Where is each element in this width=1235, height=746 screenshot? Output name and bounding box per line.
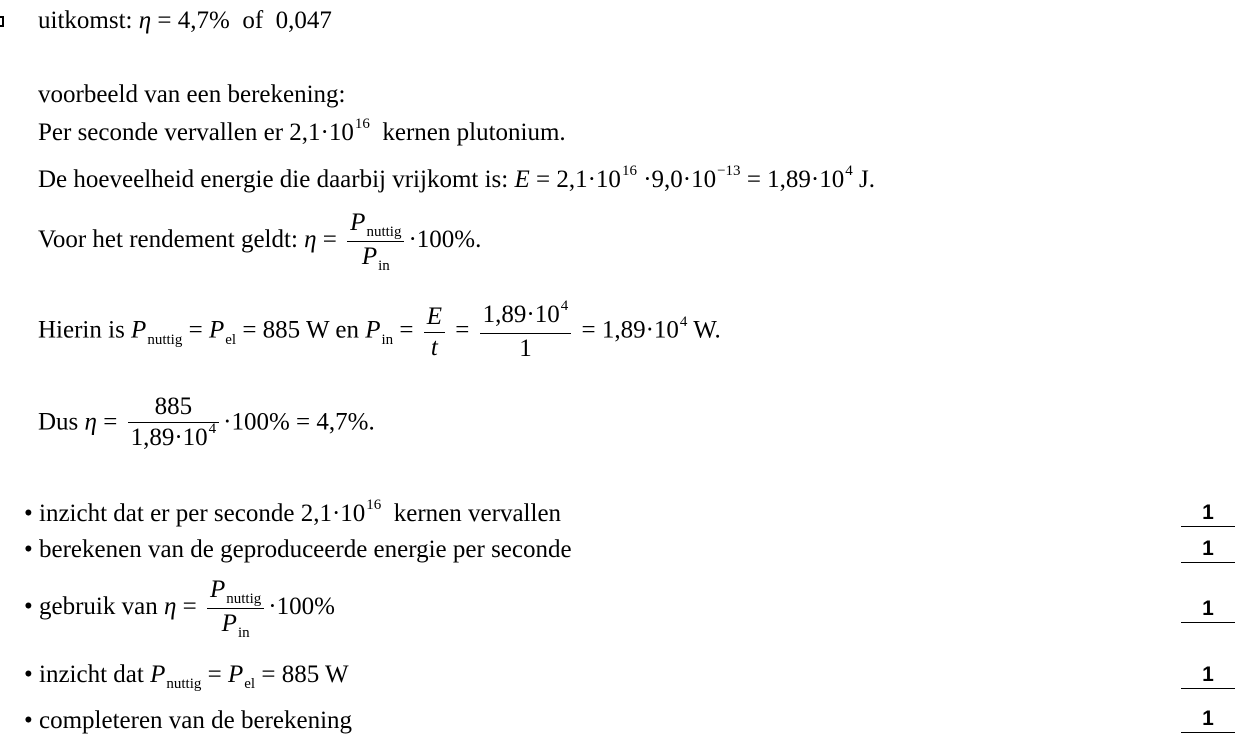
criterion-3: • gebruik van η = $\frac{P_{nuttig}}{P_{in}}$ ·100% <box>24 576 335 641</box>
example-line-decays: Per seconde vervallen er $2,1\cdot 10^{16}$ kernen plutonium. <box>38 116 566 146</box>
example-line-energy: De hoeveelheid energie die daarbij vrijkomt is: $E = 2,1\cdot 10^{16} \cdot 9,0\cdot 10^{-13} = 1,89\cdot 10^4$ J. <box>38 163 875 193</box>
score-1: 1 <box>1181 500 1235 527</box>
answer-label: uitkomst: <box>38 7 133 34</box>
score-4: 1 <box>1181 662 1235 689</box>
answer-line: uitkomst: η = 4,7% of 0,047 <box>0 4 1235 38</box>
example-line-efficiency-formula: Voor het rendement geldt: η = $\frac{P_{nuttig}}{P_{in}}$ ·100%. <box>38 209 482 274</box>
criterion-efficiency-fraction: $\frac{P_{nuttig}}{P_{in}}$ <box>207 575 264 642</box>
example-line-powers: Hierin is $P_{nuttig} = P_{el} = 885$ W en $P_{in}$ = $\frac{E}{t}$ = $\frac{1,89\cdot 10^4}{1}$ = $1,89\cdot 10^4$ W. <box>38 298 721 362</box>
criterion-1: • inzicht dat er per seconde $2,1\cdot 10^{16}$ kernen vervallen <box>24 497 562 527</box>
criterion-4: • inzicht dat $P_{nuttig} = P_{el} = 885$ W <box>24 661 349 692</box>
power-in-value-fraction: $\frac{1,89\cdot 10^4}{1}$ <box>480 300 572 364</box>
answer-value: 4,7% <box>177 7 230 34</box>
score-3: 1 <box>1181 596 1235 623</box>
eta-symbol: η <box>138 7 152 34</box>
efficiency-fraction: $\frac{P_{nuttig}}{P_{in}}$ <box>347 208 404 275</box>
example-line-result: Dus η = $\frac{885}{1,89\cdot 10^4}$ ·100% = 4,7%. <box>38 392 375 456</box>
criterion-5: • completeren van de berekening <box>24 707 353 734</box>
power-in-fraction: $\frac{E}{t}$ <box>424 302 445 363</box>
criterion-2: • berekenen van de geproduceerde energie per seconde <box>24 536 572 563</box>
score-2: 1 <box>1181 536 1235 563</box>
answer-or: of <box>242 7 264 34</box>
example-heading: voorbeeld van een berekening: <box>38 81 346 108</box>
answer-alt: 0,047 <box>275 7 332 34</box>
checkbox-icon <box>0 16 4 27</box>
score-5: 1 <box>1181 706 1235 733</box>
result-fraction: $\frac{885}{1,89\cdot 10^4}$ <box>128 392 220 456</box>
